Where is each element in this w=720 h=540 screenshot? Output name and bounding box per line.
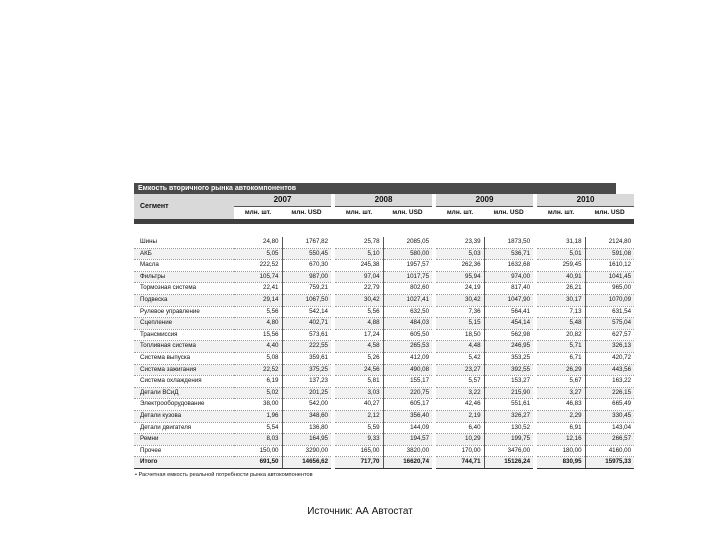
footnote: • Расчетная емкость реальной потребности рынка автокомпонентов	[135, 471, 313, 478]
value-usd: 454,14	[484, 318, 533, 330]
value-usd: 164,95	[282, 434, 331, 446]
value-usd: 4160,00	[585, 445, 634, 457]
value-pcs: 259,45	[537, 260, 585, 272]
unit-pcs-header: млн. шт.	[335, 207, 383, 220]
value-usd: 359,61	[282, 352, 331, 364]
table-row	[134, 376, 634, 388]
value-usd: 605,17	[383, 399, 432, 411]
value-pcs: 24,19	[436, 283, 484, 295]
unit-pcs-header: млн. шт.	[436, 207, 484, 220]
value-usd: 550,45	[282, 248, 331, 260]
value-usd: 136,80	[282, 422, 331, 434]
value-usd: 412,09	[383, 352, 432, 364]
unit-usd-header: млн. USD	[585, 207, 634, 220]
segment-name: АКБ	[134, 248, 234, 260]
value-usd: 215,90	[484, 387, 533, 399]
value-usd: 627,57	[585, 329, 634, 341]
value-pcs: 4,88	[335, 318, 383, 330]
value-pcs: 2,29	[537, 410, 585, 422]
value-usd: 153,27	[484, 376, 533, 388]
value-pcs: 6,19	[234, 376, 282, 388]
value-usd: 1632,68	[484, 260, 533, 272]
value-usd: 220,75	[383, 387, 432, 399]
value-pcs: 2,19	[436, 410, 484, 422]
value-pcs: 23,39	[436, 237, 484, 248]
segment-name: Фильтры	[134, 271, 234, 283]
value-pcs: 30,42	[335, 294, 383, 306]
table-row	[134, 352, 634, 364]
value-usd: 759,21	[282, 283, 331, 295]
value-pcs: 22,79	[335, 283, 383, 295]
segment-header: Сегмент	[134, 194, 234, 219]
value-usd: 155,17	[383, 376, 432, 388]
segment-name: Детали ВСиД	[134, 387, 234, 399]
value-pcs: 5,59	[335, 422, 383, 434]
segment-name: Топливная система	[134, 341, 234, 353]
value-usd: 1070,09	[585, 294, 634, 306]
year-header: 2007	[234, 194, 331, 207]
value-usd: 143,04	[585, 422, 634, 434]
value-usd: 326,13	[585, 341, 634, 353]
value-usd: 246,95	[484, 341, 533, 353]
table-row	[134, 387, 634, 399]
value-pcs: 5,05	[234, 248, 282, 260]
segment-name: Детали кузова	[134, 410, 234, 422]
value-pcs: 40,27	[335, 399, 383, 411]
value-usd: 490,08	[383, 364, 432, 376]
value-pcs: 22,52	[234, 364, 282, 376]
value-pcs: 25,78	[335, 237, 383, 248]
value-pcs: 150,00	[234, 445, 282, 457]
value-pcs: 29,14	[234, 294, 282, 306]
value-pcs: 12,16	[537, 434, 585, 446]
value-pcs: 18,50	[436, 329, 484, 341]
value-pcs: 5,01	[537, 248, 585, 260]
value-usd: 632,50	[383, 306, 432, 318]
value-pcs: 5,81	[335, 376, 383, 388]
value-pcs: 180,00	[537, 445, 585, 457]
table-row	[134, 445, 634, 457]
value-pcs: 4,48	[436, 341, 484, 353]
value-pcs: 6,71	[537, 352, 585, 364]
segment-name: Система выпуска	[134, 352, 234, 364]
value-pcs: 744,71	[436, 457, 484, 469]
value-pcs: 5,56	[234, 306, 282, 318]
table-row	[134, 364, 634, 376]
value-pcs: 6,91	[537, 422, 585, 434]
table-row	[134, 260, 634, 272]
value-usd: 542,14	[282, 306, 331, 318]
value-usd: 3476,00	[484, 445, 533, 457]
value-usd: 222,55	[282, 341, 331, 353]
value-usd: 265,53	[383, 341, 432, 353]
table-row	[134, 410, 634, 422]
year-header: 2010	[537, 194, 634, 207]
value-usd: 2124,80	[585, 237, 634, 248]
value-pcs: 5,03	[436, 248, 484, 260]
segment-name: Шины	[134, 237, 234, 248]
value-usd: 974,00	[484, 271, 533, 283]
segment-name: Прочее	[134, 445, 234, 457]
segment-name: Масла	[134, 260, 234, 272]
value-pcs: 165,00	[335, 445, 383, 457]
unit-usd-header: млн. USD	[383, 207, 432, 220]
value-usd: 1027,41	[383, 294, 432, 306]
value-pcs: 46,83	[537, 399, 585, 411]
value-pcs: 5,10	[335, 248, 383, 260]
value-pcs: 5,67	[537, 376, 585, 388]
value-pcs: 5,08	[234, 352, 282, 364]
value-pcs: 830,95	[537, 457, 585, 469]
value-pcs: 4,40	[234, 341, 282, 353]
value-usd: 631,54	[585, 306, 634, 318]
value-pcs: 7,36	[436, 306, 484, 318]
value-usd: 3290,00	[282, 445, 331, 457]
value-pcs: 5,56	[335, 306, 383, 318]
table-row	[134, 283, 634, 295]
value-usd: 3820,00	[383, 445, 432, 457]
value-usd: 356,40	[383, 410, 432, 422]
value-usd: 14656,62	[282, 457, 331, 469]
value-usd: 1767,82	[282, 237, 331, 248]
value-usd: 226,15	[585, 387, 634, 399]
value-pcs: 5,71	[537, 341, 585, 353]
table-row	[134, 422, 634, 434]
year-header: 2009	[436, 194, 533, 207]
value-pcs: 4,80	[234, 318, 282, 330]
unit-usd-header: млн. USD	[484, 207, 533, 220]
table-row	[134, 294, 634, 306]
value-pcs: 4,58	[335, 341, 383, 353]
value-usd: 1873,50	[484, 237, 533, 248]
table-row	[134, 434, 634, 446]
value-usd: 348,60	[282, 410, 331, 422]
value-usd: 443,56	[585, 364, 634, 376]
value-usd: 987,00	[282, 271, 331, 283]
value-usd: 1610,12	[585, 260, 634, 272]
value-pcs: 7,13	[537, 306, 585, 318]
value-usd: 137,23	[282, 376, 331, 388]
value-usd: 665,49	[585, 399, 634, 411]
value-usd: 562,98	[484, 329, 533, 341]
value-pcs: 105,74	[234, 271, 282, 283]
value-usd: 1017,75	[383, 271, 432, 283]
value-usd: 130,52	[484, 422, 533, 434]
value-pcs: 3,22	[436, 387, 484, 399]
value-usd: 1957,57	[383, 260, 432, 272]
value-pcs: 5,54	[234, 422, 282, 434]
table-row	[134, 271, 634, 283]
unit-pcs-header: млн. шт.	[537, 207, 585, 220]
value-usd: 420,72	[585, 352, 634, 364]
segment-name: Итого	[134, 457, 234, 469]
value-usd: 144,09	[383, 422, 432, 434]
segment-name: Система зажигания	[134, 364, 234, 376]
total-row	[134, 457, 634, 469]
value-pcs: 8,03	[234, 434, 282, 446]
value-pcs: 717,70	[335, 457, 383, 469]
value-pcs: 23,27	[436, 364, 484, 376]
value-pcs: 222,52	[234, 260, 282, 272]
source-caption: Источник: АА Автостат	[307, 506, 413, 517]
value-usd: 670,30	[282, 260, 331, 272]
table-title: Емкость вторичного рынка автокомпонентов	[134, 183, 616, 194]
value-pcs: 2,12	[335, 410, 383, 422]
value-usd: 353,25	[484, 352, 533, 364]
table-row	[134, 399, 634, 411]
market-capacity-table	[134, 183, 632, 478]
data-table	[134, 194, 634, 469]
table-row	[134, 306, 634, 318]
value-pcs: 97,04	[335, 271, 383, 283]
value-usd: 199,75	[484, 434, 533, 446]
segment-name: Ремни	[134, 434, 234, 446]
value-pcs: 95,94	[436, 271, 484, 283]
value-usd: 194,57	[383, 434, 432, 446]
value-usd: 536,71	[484, 248, 533, 260]
value-usd: 484,03	[383, 318, 432, 330]
value-pcs: 38,00	[234, 399, 282, 411]
value-usd: 591,08	[585, 248, 634, 260]
value-pcs: 1,96	[234, 410, 282, 422]
value-usd: 965,00	[585, 283, 634, 295]
value-usd: 15126,24	[484, 457, 533, 469]
value-pcs: 5,15	[436, 318, 484, 330]
table-row	[134, 341, 634, 353]
value-usd: 564,41	[484, 306, 533, 318]
value-usd: 575,04	[585, 318, 634, 330]
value-usd: 1041,45	[585, 271, 634, 283]
value-usd: 573,61	[282, 329, 331, 341]
value-usd: 402,71	[282, 318, 331, 330]
value-usd: 330,45	[585, 410, 634, 422]
value-pcs: 31,18	[537, 237, 585, 248]
value-pcs: 20,82	[537, 329, 585, 341]
segment-name: Детали двигателя	[134, 422, 234, 434]
value-pcs: 262,36	[436, 260, 484, 272]
value-pcs: 3,03	[335, 387, 383, 399]
value-pcs: 24,56	[335, 364, 383, 376]
value-usd: 1047,90	[484, 294, 533, 306]
value-usd: 392,55	[484, 364, 533, 376]
value-usd: 542,00	[282, 399, 331, 411]
table-row	[134, 248, 634, 260]
value-usd: 16620,74	[383, 457, 432, 469]
value-pcs: 42,46	[436, 399, 484, 411]
value-pcs: 40,91	[537, 271, 585, 283]
table-row	[134, 318, 634, 330]
value-pcs: 26,29	[537, 364, 585, 376]
value-pcs: 10,29	[436, 434, 484, 446]
value-pcs: 3,27	[537, 387, 585, 399]
segment-name: Сцепление	[134, 318, 234, 330]
value-usd: 551,61	[484, 399, 533, 411]
value-usd: 802,60	[383, 283, 432, 295]
value-usd: 201,25	[282, 387, 331, 399]
value-pcs: 170,00	[436, 445, 484, 457]
value-pcs: 691,50	[234, 457, 282, 469]
value-usd: 326,27	[484, 410, 533, 422]
value-usd: 163,22	[585, 376, 634, 388]
unit-usd-header: млн. USD	[282, 207, 331, 220]
value-pcs: 24,80	[234, 237, 282, 248]
value-pcs: 30,17	[537, 294, 585, 306]
value-pcs: 26,21	[537, 283, 585, 295]
value-pcs: 5,02	[234, 387, 282, 399]
value-usd: 605,50	[383, 329, 432, 341]
value-pcs: 9,33	[335, 434, 383, 446]
table-row	[134, 237, 634, 248]
segment-name: Рулевое управление	[134, 306, 234, 318]
table-row	[134, 329, 634, 341]
value-pcs: 30,42	[436, 294, 484, 306]
value-usd: 580,00	[383, 248, 432, 260]
value-usd: 817,40	[484, 283, 533, 295]
value-pcs: 15,56	[234, 329, 282, 341]
value-pcs: 245,38	[335, 260, 383, 272]
value-usd: 375,25	[282, 364, 331, 376]
value-usd: 1067,50	[282, 294, 331, 306]
value-pcs: 5,48	[537, 318, 585, 330]
segment-name: Система охлаждения	[134, 376, 234, 388]
value-pcs: 5,57	[436, 376, 484, 388]
segment-name: Подвеска	[134, 294, 234, 306]
unit-pcs-header: млн. шт.	[234, 207, 282, 220]
value-usd: 266,57	[585, 434, 634, 446]
value-usd: 15975,33	[585, 457, 634, 469]
segment-name: Тормозная система	[134, 283, 234, 295]
value-pcs: 5,42	[436, 352, 484, 364]
segment-name: Электрооборудование	[134, 399, 234, 411]
segment-name: Трансмиссия	[134, 329, 234, 341]
value-pcs: 22,41	[234, 283, 282, 295]
value-usd: 2085,05	[383, 237, 432, 248]
value-pcs: 17,24	[335, 329, 383, 341]
value-pcs: 6,40	[436, 422, 484, 434]
year-header: 2008	[335, 194, 432, 207]
value-pcs: 5,26	[335, 352, 383, 364]
